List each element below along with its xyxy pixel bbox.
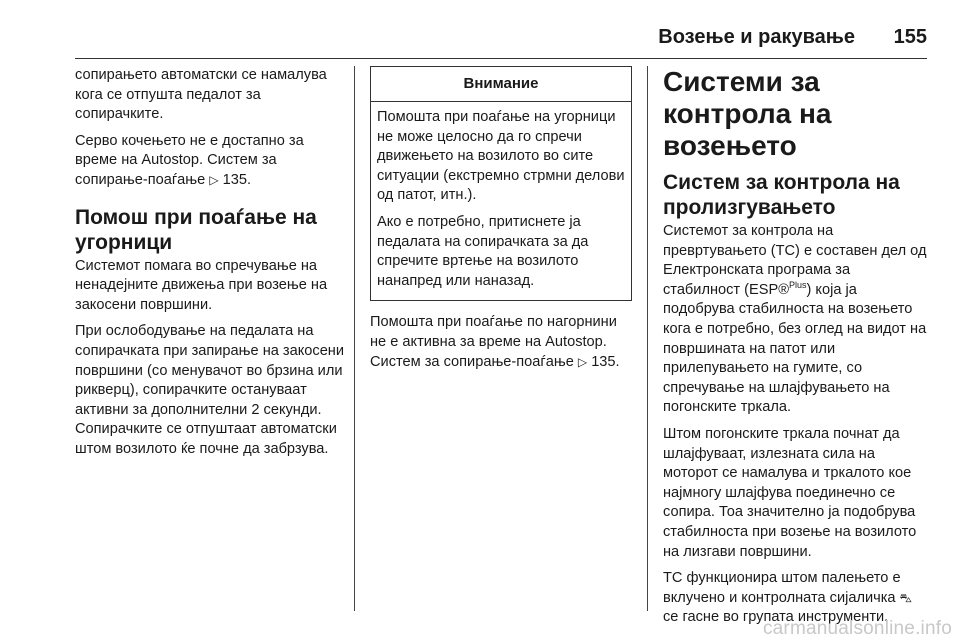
column-divider — [647, 66, 648, 611]
chapter-title: Системи за контрола на возењето — [663, 66, 832, 161]
column-right — [663, 66, 927, 635]
text: се гасне во групата инструменти. — [663, 609, 889, 626]
paragraph: Помошта при поаѓање на угорници не може целосно да го спречи движењето на возилото во сите ситуации (екстремно стрмни делови од патот, итн.). — [377, 109, 625, 204]
warning-body — [371, 102, 631, 300]
paragraph: сопирањето автоматски се намалува кога се отпушта педалот за сопирачките. — [75, 67, 327, 123]
paragraph: Штом погонските тркала почнат да шлајфуваат, излезната сила на моторот се намалува и тркалото кое најмногу шлајфува поединечно се сопира. Тоа значително ја подобрува стабилноста при возење на возилото на лизгави површини. — [663, 425, 917, 560]
page-reference[interactable]: 135 — [591, 353, 616, 370]
triangle-right-icon[interactable]: ▷ — [577, 354, 588, 369]
paragraph — [663, 222, 927, 418]
text: Серво кочењето не е достапно за време на Autostop. Систем за сопирање-поаѓање — [75, 132, 304, 188]
column-divider — [354, 66, 355, 611]
section-heading: Помош при поаѓање на угорници — [75, 205, 317, 254]
paragraph — [370, 313, 632, 372]
text: . — [246, 171, 252, 188]
superscript: Plus — [789, 279, 807, 290]
text: . — [615, 353, 620, 370]
paragraph: При ослободување на педалата на сопирачката при запирање на закосени површини (со менувачот во брзина или рикверц), сопирачките остануваат активни за дополнителни 2 секунди. Сопирачките се отпуштаат автоматски штом возилото ќе почне да забрзува. — [75, 323, 345, 457]
text: Системот за контрола на превртувањето (TC) е составен дел од Електронската програма за стабилност (ESP® — [663, 223, 927, 298]
header-rule — [75, 58, 927, 59]
column-middle — [370, 66, 632, 379]
watermark: carmanualsonline.info — [762, 618, 952, 639]
section-heading: Систем за контрола на пролизгувањето — [663, 171, 900, 219]
warning-box — [370, 66, 632, 301]
text: ) која ја подобрува стабилноста на возењето кога е потребно, без оглед на видот на површината на патот или прилепувањето на гумите, со спречување на шлајфувањето на погонските тркала. — [663, 281, 927, 416]
tc-lamp-icon: ⛍ — [899, 590, 912, 605]
text: TC функционира штом палењето е вклучено и контролната сијаличка — [663, 570, 901, 606]
warning-title: Внимание — [371, 67, 631, 102]
paragraph: Ако е потребно, притиснете ја педалата на сопирачката за да спречите вртење на возилото нанапред или наназад. — [377, 213, 589, 289]
header-title: Возење и ракување — [658, 26, 855, 48]
page-number: 155 — [893, 26, 927, 48]
triangle-right-icon[interactable]: ▷ — [209, 172, 219, 187]
paragraph: Системот помага во спречување на ненадејните движења при возење на закосени површини. — [75, 257, 328, 313]
paragraph — [75, 132, 345, 191]
column-left — [75, 66, 345, 467]
page-reference[interactable]: 135 — [222, 171, 247, 188]
page-header — [75, 26, 927, 56]
text: Помошта при поаѓање по нагорнини не е активна за време на Autostop. Систем за сопирање-поаѓање — [370, 314, 617, 370]
